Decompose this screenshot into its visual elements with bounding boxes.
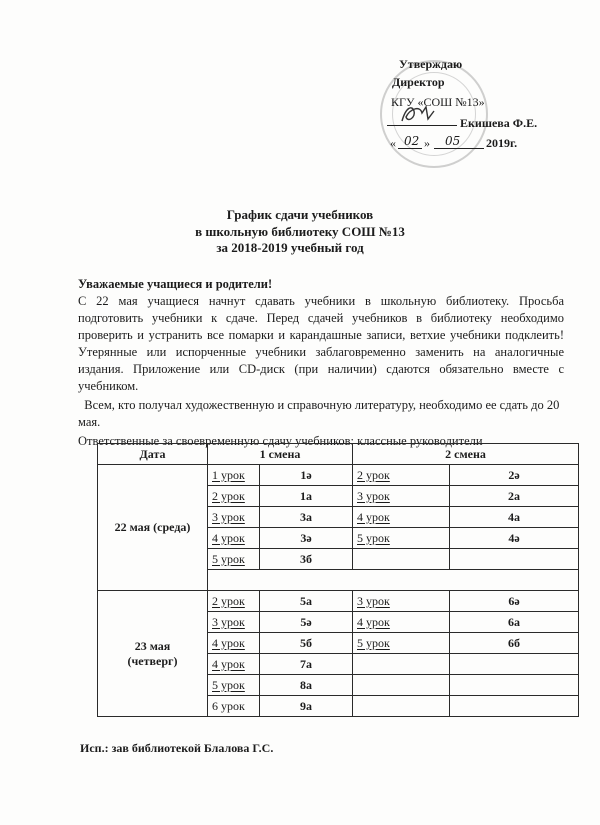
table-row: [98, 591, 579, 612]
shift1-lesson: 6 урок: [208, 696, 260, 717]
shift1-lesson: 1 урок: [208, 465, 260, 486]
shift2-class: [450, 696, 579, 717]
shift2-class: 6а: [450, 612, 579, 633]
schedule-table: [97, 443, 579, 717]
shift1-lesson: 3 урок: [208, 507, 260, 528]
date-23-line1: 23 мая: [134, 638, 171, 653]
doc-title-line1: График сдачи учебников: [226, 207, 374, 222]
shift2-lesson: 2 урок: [353, 465, 450, 486]
shift2-lesson: 4 урок: [353, 507, 450, 528]
shift1-lesson: 2 урок: [208, 591, 260, 612]
shift1-class: 9а: [260, 696, 353, 717]
date-cell-22-may: 22 мая (среда): [98, 465, 208, 591]
date-cell-23-may: [98, 591, 208, 717]
shift2-lesson: 5 урок: [353, 528, 450, 549]
doc-title-line3: за 2018-2019 учебный год: [216, 240, 364, 255]
date-month-line: [434, 148, 484, 149]
shift2-class: 6б: [450, 633, 579, 654]
shift1-lesson: 4 урок: [208, 528, 260, 549]
shift2-lesson: 4 урок: [353, 612, 450, 633]
header-shift-2: 2 смена: [353, 444, 579, 465]
shift1-class: 3б: [260, 549, 353, 570]
shift1-lesson: 4 урок: [208, 654, 260, 675]
shift2-lesson: [353, 696, 450, 717]
shift1-class: 5б: [260, 633, 353, 654]
signature-icon: [398, 103, 438, 125]
date-month: 05: [445, 134, 461, 148]
shift2-lesson: [353, 549, 450, 570]
shift1-lesson: 5 урок: [208, 675, 260, 696]
shift2-class: 2ә: [450, 465, 579, 486]
shift1-class: 1а: [260, 486, 353, 507]
shift1-class: 5а: [260, 591, 353, 612]
date-open-quote: «: [390, 136, 396, 150]
header-date: Дата: [98, 444, 208, 465]
shift1-class: 5ә: [260, 612, 353, 633]
date-23-line2: (четверг): [127, 653, 178, 668]
shift1-class: 3ә: [260, 528, 353, 549]
signature-line: [387, 125, 457, 126]
shift1-class: 3а: [260, 507, 353, 528]
shift2-class: [450, 549, 579, 570]
shift2-class: 2а: [450, 486, 579, 507]
doc-title-line2: в школьную библиотеку СОШ №13: [195, 224, 405, 239]
shift2-lesson: 3 урок: [353, 591, 450, 612]
spacer-cell: [208, 570, 579, 591]
table-row: [98, 465, 579, 486]
shift1-class: 8а: [260, 675, 353, 696]
intro-paragraph-3: Ответственные за своевременную сдачу учебников: классные руководители: [78, 434, 483, 448]
shift2-lesson: [353, 675, 450, 696]
shift2-lesson: 5 урок: [353, 633, 450, 654]
header-shift-1: 1 смена: [208, 444, 353, 465]
date-year: 2019г.: [486, 136, 518, 150]
shift2-lesson: 3 урок: [353, 486, 450, 507]
shift1-class: 7а: [260, 654, 353, 675]
shift1-lesson: 5 урок: [208, 549, 260, 570]
greeting: Уважаемые учащиеся и родители!: [78, 277, 273, 291]
approval-position: Директор: [392, 75, 445, 89]
approval-signatory: Екишева Ф.Е.: [460, 116, 538, 130]
intro-paragraph-1: С 22 мая учащиеся начнут сдавать учебники в школьную библиотеку. Просьба подготовить учебники к сдаче. Перед сдачей учебников в библиотеку необходимо проверить и устранить все помарки и карандашные записи, ветхие учебники подклеить! Утерянные или испорченные учебники заблаговременно заменить на аналогичные издания. Приложение или CD-диск (при наличии) сдаются обязательно вместе с учебником.: [78, 294, 564, 393]
date-mid-quote: »: [424, 136, 430, 150]
shift1-lesson: 3 урок: [208, 612, 260, 633]
shift2-class: 4ә: [450, 528, 579, 549]
shift1-class: 1ә: [260, 465, 353, 486]
approval-organization: КГУ «СОШ №13»: [391, 95, 485, 109]
shift2-class: [450, 675, 579, 696]
table-header-row: [98, 444, 579, 465]
date-day: 02: [404, 134, 420, 148]
shift2-class: 6ә: [450, 591, 579, 612]
shift2-class: [450, 654, 579, 675]
shift2-lesson: [353, 654, 450, 675]
shift2-class: 4а: [450, 507, 579, 528]
intro-text: [78, 276, 564, 450]
executor-note: Исп.: зав библиотекой Блалова Г.С.: [80, 741, 274, 755]
date-day-line: [398, 148, 422, 149]
intro-paragraph-2: Всем, кто получал художественную и справочную литературу, необходимо ее сдать до 20 мая.: [78, 398, 563, 429]
approval-approve: Утверждаю: [399, 57, 463, 71]
shift1-lesson: 4 урок: [208, 633, 260, 654]
shift1-lesson: 2 урок: [208, 486, 260, 507]
